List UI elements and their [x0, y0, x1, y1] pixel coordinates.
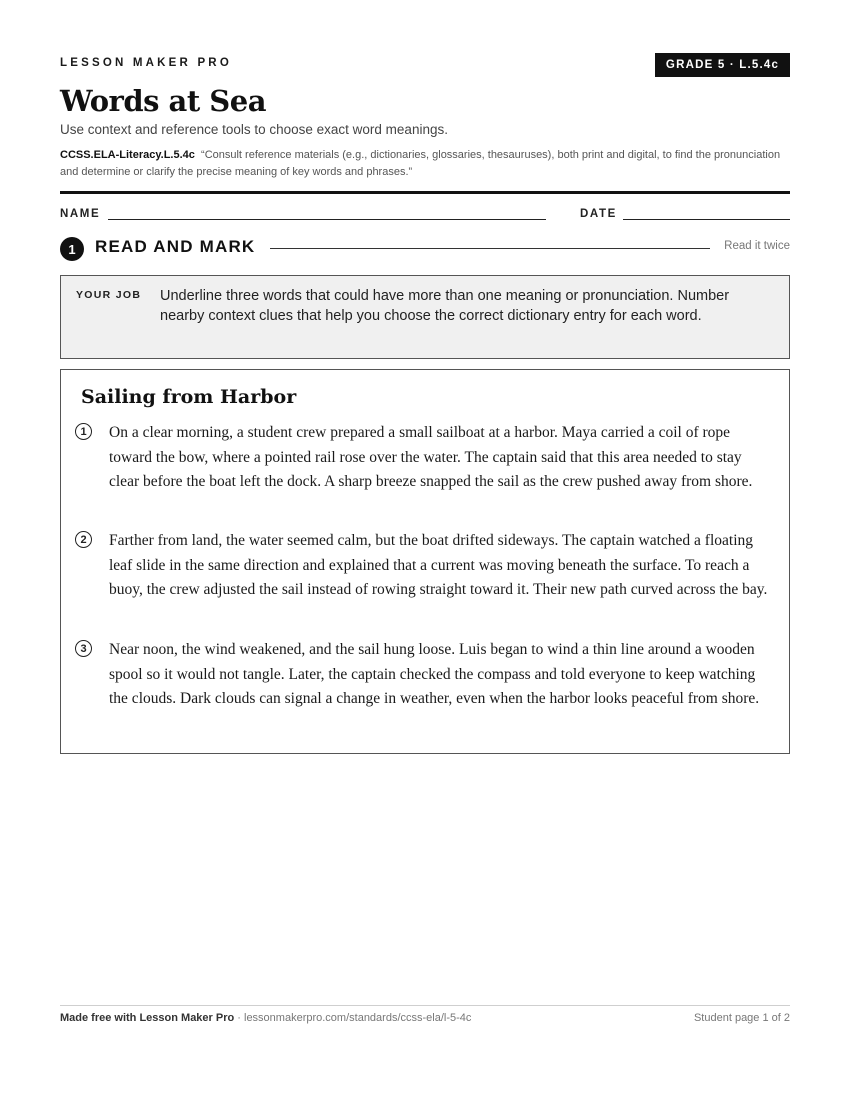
section-divider — [270, 248, 710, 249]
standard-text: “Consult reference materials (e.g., dictionaries, glossaries, thesauruses), both print and digital, to find the pronunciation and determine or clarify the precise meaning of key words and phrases.” — [60, 149, 781, 178]
passage-title: Sailing from Harbor — [81, 386, 297, 408]
grade-badge: GRADE 5 · L.5.4c — [655, 53, 790, 77]
paragraph-number-badge: 3 — [75, 640, 92, 657]
section-title: READ AND MARK — [95, 237, 256, 256]
standard-description — [60, 147, 790, 181]
section-note: Read it twice — [724, 240, 790, 252]
job-label: YOUR JOB — [76, 289, 142, 301]
brand-name: LESSON MAKER PRO — [60, 57, 232, 69]
date-label: DATE — [580, 208, 617, 220]
worksheet-page — [60, 0, 790, 1100]
standard-code: CCSS.ELA-Literacy.L.5.4c — [60, 149, 195, 161]
name-field[interactable] — [108, 219, 546, 220]
page-title: Words at Sea — [60, 84, 266, 118]
date-field[interactable] — [623, 219, 790, 220]
footer-made-with: Made free with Lesson Maker Pro — [60, 1012, 235, 1024]
section-number-badge: 1 — [60, 237, 84, 261]
job-instructions-box — [60, 275, 790, 359]
footer-divider — [60, 1005, 790, 1006]
job-text: Underline three words that could have more than one meaning or pronunciation. Number nearby context clues that help you choose the correct dictionary entry for each word. — [160, 288, 730, 324]
name-label: NAME — [60, 208, 101, 220]
footer-page-number: Student page 1 of 2 — [693, 1012, 790, 1024]
page-subtitle: Use context and reference tools to choose exact word meanings. — [60, 122, 448, 137]
footer-url[interactable]: · lessonmakerpro.com/standards/ccss-ela/l-5-4c — [234, 1012, 472, 1024]
paragraph-text: Near noon, the wind weakened, and the sail hung loose. Luis began to wind a thin line around a wooden spool so it would not tangle. Later, the captain checked the compass and told everyone to keep watching the clouds. Dark clouds can signal a change in weather, even when the harbor looks peaceful from shore. — [109, 641, 760, 707]
paragraph-number-badge: 1 — [75, 423, 92, 440]
paragraph-number-badge: 2 — [75, 531, 92, 548]
header-divider — [60, 191, 790, 194]
reading-passage — [60, 369, 790, 754]
footer-credit — [60, 1012, 471, 1024]
paragraph-text: On a clear morning, a student crew prepared a small sailboat at a harbor. Maya carried a coil of rope toward the bow, where a pointed rail rose over the water. The captain said that this area needed to stay clear before the boat left the dock. A sharp breeze snapped the sail as the crew pushed away from shore. — [109, 424, 753, 490]
paragraph-text: Farther from land, the water seemed calm, but the boat drifted sideways. The captain watched a floating leaf slide in the same direction and explained that a current was moving beneath the surface. To reach a buoy, the crew adjusted the sail instead of rowing straight toward it. Their new path curved across the bay. — [109, 532, 768, 598]
